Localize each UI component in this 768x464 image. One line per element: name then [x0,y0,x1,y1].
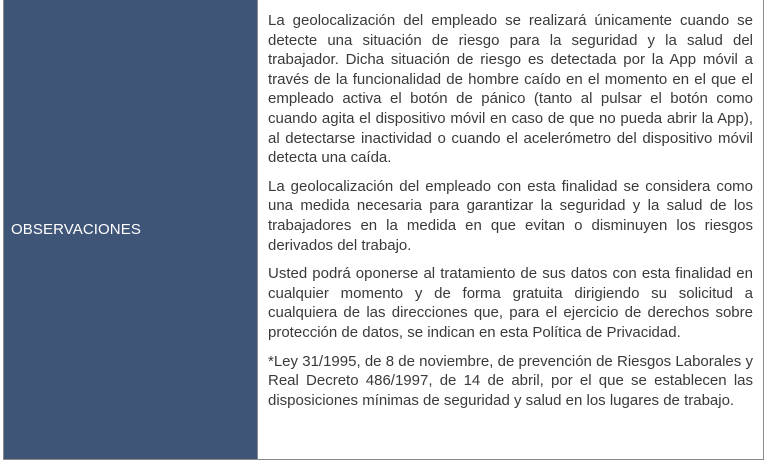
row-label-cell [4,0,258,459]
row-content-cell [258,0,763,459]
observations-table [3,0,764,460]
paragraph-legal-reference: *Ley 31/1995, de 8 de noviembre, de prevención de Riesgos Laborales y Real Decreto 486/1997, de 14 de abril, por el que se establecen las disposiciones mínimas de seguridad y salud en los lugares de trabajo. [268,352,753,409]
paragraph-necessary-measure: La geolocalización del empleado con esta finalidad se considera como una medida necesaria para garantizar la seguridad y la salud de los trabajadores en la medida en que evitan o disminuyen los riesgos derivados del trabajo. [268,177,753,254]
row-label: OBSERVACIONES [11,221,141,238]
paragraph-geolocation-trigger: La geolocalización del empleado se realizará únicamente cuando se detecte una situación de riesgo para la seguridad y la salud del trabajador. Dicha situación de riesgo es detectada por la App móvil a través de la funcionalidad de hombre caído en el momento en el que el empleado activa el botón de pánico (tanto al pulsar el botón como cuando agita el dispositivo móvil en caso de que no pueda abrir la App), al detectarse inactividad o cuando el acelerómetro del dispositivo móvil detecta una caída. [268,12,753,167]
paragraph-right-to-object: Usted podrá oponerse al tratamiento de sus datos con esta finalidad en cualquier momento y de forma gratuita dirigiendo su solicitud a cualquiera de las direcciones que, para el ejercicio de derechos sobre protección de datos, se indican en esta Política de Privacidad. [268,265,753,341]
